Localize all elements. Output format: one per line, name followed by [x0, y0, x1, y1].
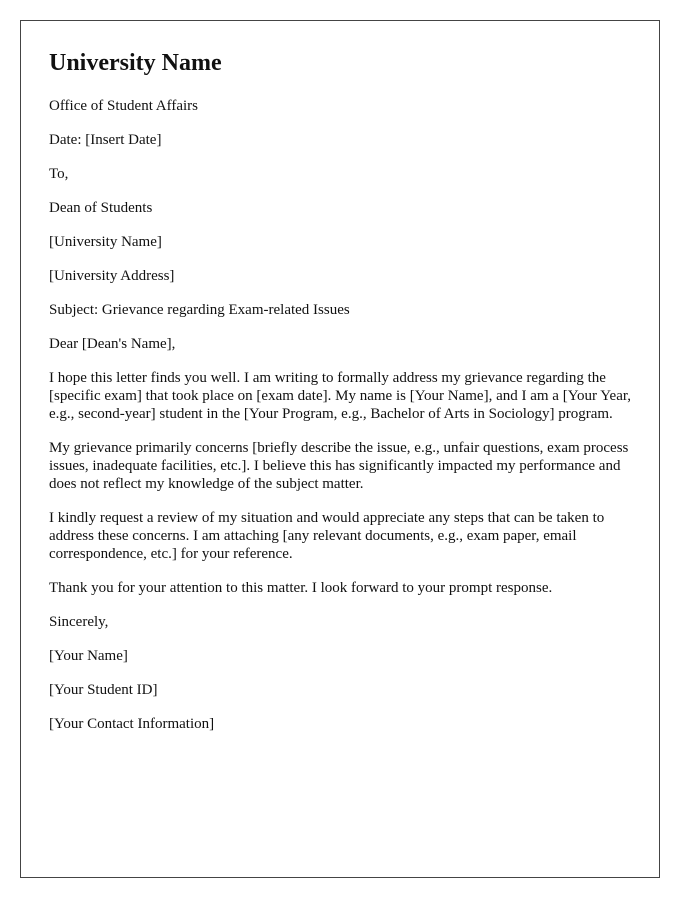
office-line: Office of Student Affairs — [49, 98, 198, 114]
signature-name: [Your Name] — [49, 648, 128, 664]
body-paragraph-3: I kindly request a review of my situation and would appreciate any steps that can be taken to address these concerns. I am attaching [any relevant documents, e.g., exam paper, email correspondence, etc.] for your reference. — [49, 510, 605, 562]
body-paragraph-4: Thank you for your attention to this matter. I look forward to your prompt response. — [49, 580, 553, 596]
signature-student-id: [Your Student ID] — [49, 682, 158, 698]
closing-line: Sincerely, — [49, 614, 109, 630]
date-line: Date: [Insert Date] — [49, 132, 162, 148]
body-paragraph-2: My grievance primarily concerns [briefly describe the issue, e.g., unfair questions, exam process issues, inadequate facilities, etc.]. I believe this has significantly impacted my performance and does not reflect my knowledge of the subject matter. — [49, 440, 629, 492]
body-paragraph-1: I hope this letter finds you well. I am writing to formally address my grievance regarding the [specific exam] that took place on [exam date]. My name is [Your Name], and I am a [Your Year, e.g., second-year] student in the [Your Program, e.g., Bachelor of Arts in Sociology] program. — [49, 370, 632, 422]
university-line: [University Name] — [49, 234, 162, 250]
letter-page — [20, 20, 660, 878]
letter-content — [49, 47, 639, 749]
address-line: [University Address] — [49, 268, 175, 284]
subject-line: Subject: Grievance regarding Exam-related Issues — [49, 302, 350, 318]
university-heading: University Name — [49, 50, 222, 76]
to-line: To, — [49, 166, 69, 182]
salutation-line: Dear [Dean's Name], — [49, 336, 176, 352]
recipient-line: Dean of Students — [49, 200, 153, 216]
signature-contact: [Your Contact Information] — [49, 716, 215, 732]
